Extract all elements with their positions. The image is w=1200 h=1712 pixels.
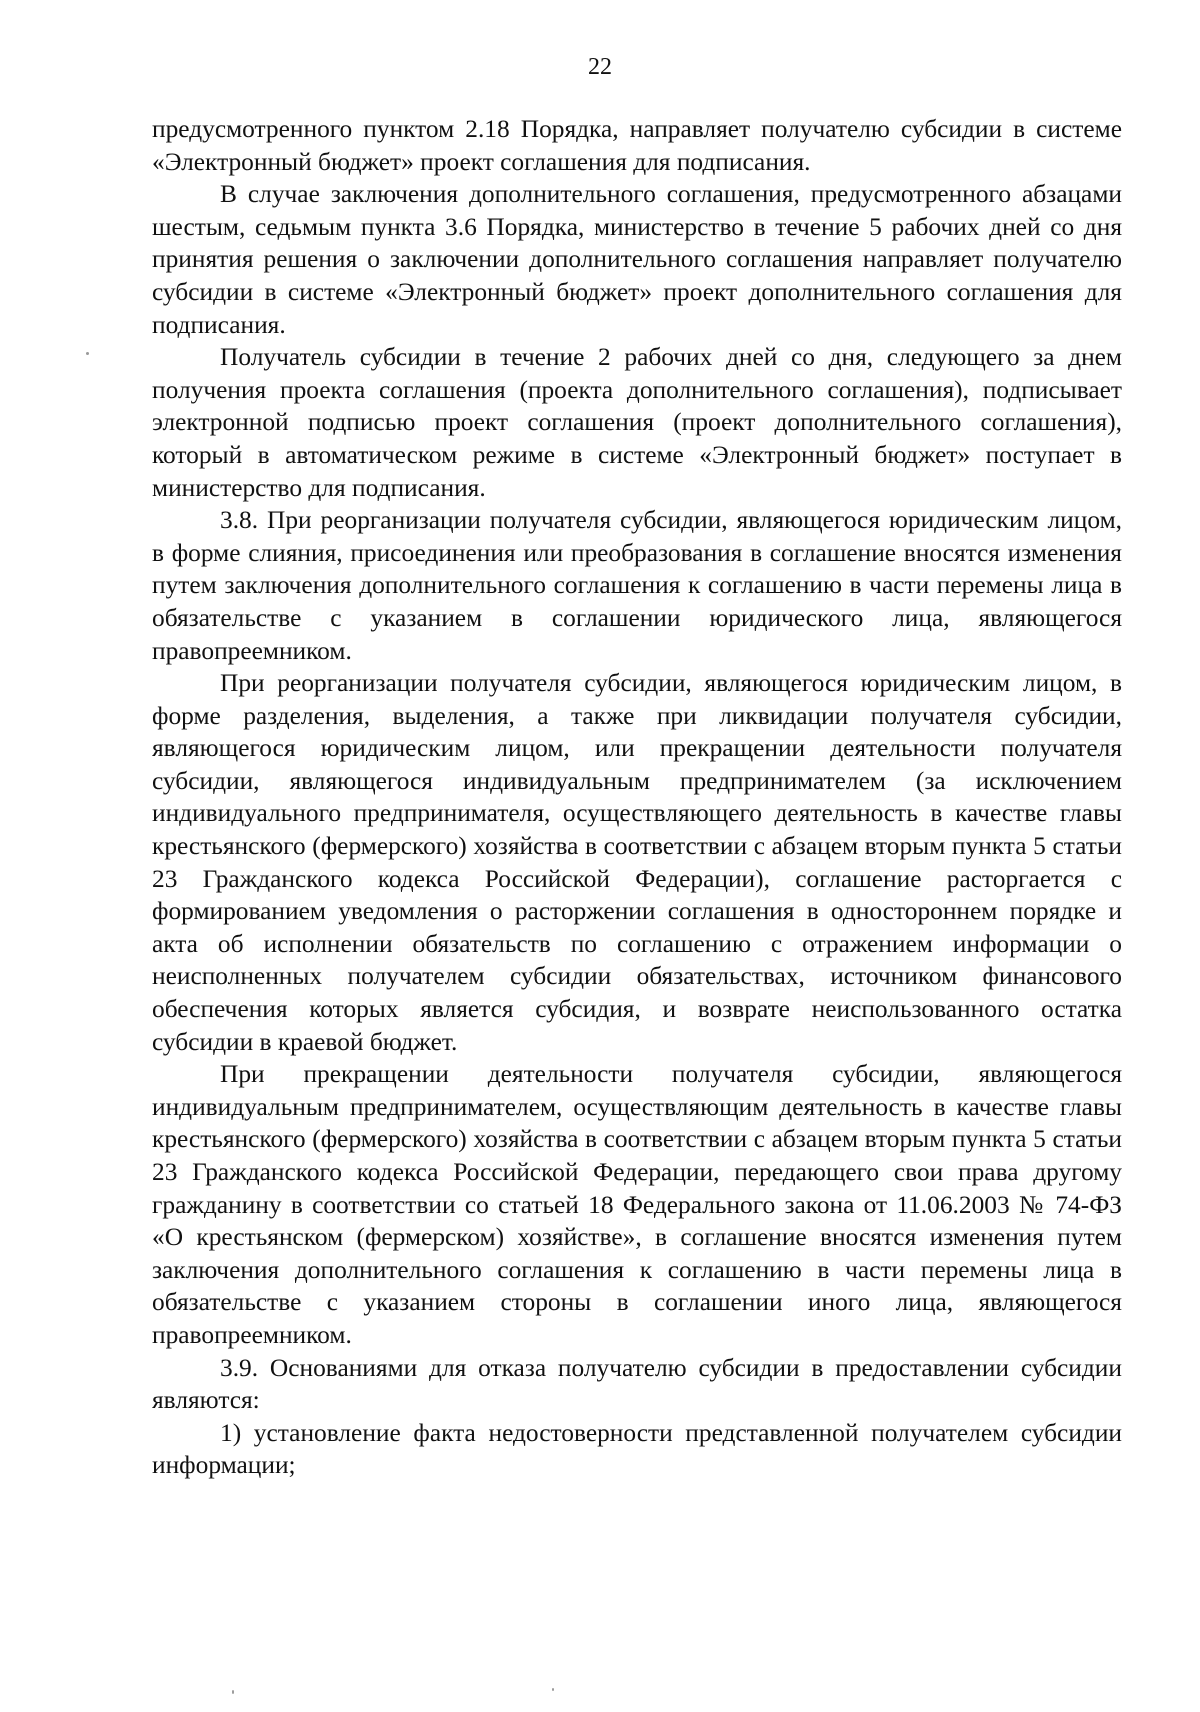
scan-artifact xyxy=(86,352,89,355)
page-number: 22 xyxy=(588,54,612,80)
paragraph-termination-activity: При прекращении деятельности получателя субсидии, являющегося индивидуальным предпринимателем, осуществляющим деятельность в качестве главы крестьянского (фермерского) хозяйства в соответствии с абзацем вторым пункта 5 статьи 23 Гражданского кодекса Российской Федерации, передающего свои права другому гражданину в соответствии со статьей 18 Федерального закона от 11.06.2003 № 74-ФЗ «О крестьянском (фермерском) хозяйстве», в соглашение вносятся изменения путем заключения дополнительного соглашения к соглашению в части перемены лица в обязательстве с указанием стороны в соглашении иного лица, являющегося правопреемником. xyxy=(152,1060,1122,1349)
paragraph-continuation: предусмотренного пунктом 2.18 Порядка, направляет получателю субсидии в системе «Электронный бюджет» проект соглашения для подписания. xyxy=(152,115,1122,176)
paragraph-additional-agreement: В случае заключения дополнительного соглашения, предусмотренного абзацами шестым, седьмым пункта 3.6 Порядка, министерство в течение 5 рабочих дней со дня принятия решения о заключении дополнительного соглашения направляет получателю субсидии в системе «Электронный бюджет» проект дополнительного соглашения для подписания. xyxy=(152,180,1122,339)
list-item-1: 1) установление факта недостоверности представленной получателем субсидии информации; xyxy=(152,1418,1122,1480)
scan-artifact xyxy=(552,1688,554,1691)
paragraph-reorganization-division: При реорганизации получателя субсидии, являющегося юридическим лицом, в форме разделения, выделения, а также при ликвидации получателя субсидии, являющегося юридическим лицом, или прекращении деятельности получателя субсидии, являющегося индивидуальным предпринимателем (за исключением индивидуального предпринимателя, осуществляющего деятельность в качестве главы крестьянского (фермерского) хозяйства в соответствии с абзацем вторым пункта 5 статьи 23 Гражданского кодекса Российской Федерации), соглашение расторгается с формированием уведомления о расторжении соглашения в одностороннем порядке и акта об исполнении обязательств по соглашению с отражением информации о неисполненных получателем субсидии обязательствах, источником финансового обеспечения которых является субсидия, и возврате неиспользованного остатка субсидии в краевой бюджет. xyxy=(152,669,1122,1056)
scan-artifact xyxy=(232,1690,234,1694)
document-body xyxy=(152,113,1122,1482)
paragraph-signing: Получатель субсидии в течение 2 рабочих дней со дня, следующего за днем получения проекта соглашения (проекта дополнительного соглашения), подписывает электронной подписью проект соглашения (проект дополнительного соглашения), который в автоматическом режиме в системе «Электронный бюджет» поступает в министерство для подписания. xyxy=(152,343,1122,502)
paragraph-3-9: 3.9. Основаниями для отказа получателю субсидии в предоставлении субсидии являются: xyxy=(152,1353,1122,1415)
paragraph-3-8: 3.8. При реорганизации получателя субсидии, являющегося юридическим лицом, в форме слияния, присоединения или преобразования в соглашение вносятся изменения путем заключения дополнительного соглашения к соглашению в части перемены лица в обязательстве с указанием в соглашении юридического лица, являющегося правопреемником. xyxy=(152,506,1122,665)
